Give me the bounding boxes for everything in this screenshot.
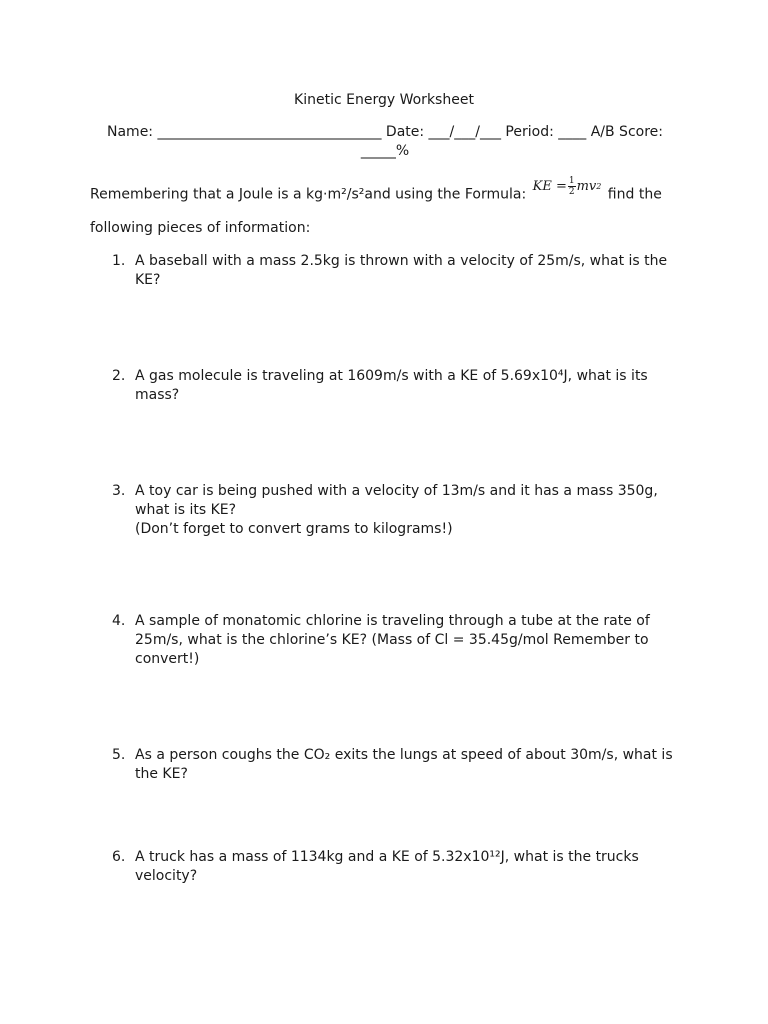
student-info-line: Name: ________________________________ Date: ___/___/___ Period: ____ A/B Score: _____% xyxy=(107,124,663,159)
question-text: A truck has a mass of 1134kg and a KE of 5.32x10¹²J, what is the trucks velocity? xyxy=(135,849,639,884)
formula-rhs: mv xyxy=(576,179,597,194)
intro-paragraph xyxy=(90,178,710,245)
question-item xyxy=(112,367,682,405)
formula-denominator: 2 xyxy=(568,187,575,197)
intro-text-start: Remembering that a Joule is a kg·m²/s²and using the Formula: xyxy=(90,186,531,203)
question-text: A toy car is being pushed with a velocity of 13m/s and it has a mass 350g, what is its KE? xyxy=(135,483,658,518)
formula-fraction xyxy=(568,176,576,197)
question-number: 4. xyxy=(112,613,126,629)
question-text-block xyxy=(135,482,682,539)
question-text: A gas molecule is traveling at 1609m/s with a KE of 5.69x10⁴J, what is its mass? xyxy=(135,368,648,403)
kinetic-energy-formula: KE = $\frac{1}{2}$ mv 2 xyxy=(533,170,602,203)
formula-numerator: 1 xyxy=(568,176,575,186)
question-number: 3. xyxy=(112,483,126,499)
question-text: A sample of monatomic chlorine is traveling through a tube at the rate of 25m/s, what is the chlorine’s KE? (Mass of Cl = 35.45g/mol Remember to convert!) xyxy=(135,613,650,667)
question-item xyxy=(112,482,682,539)
question-note: (Don’t forget to convert grams to kilograms!) xyxy=(135,521,453,537)
question-number: 1. xyxy=(112,253,126,269)
question-item xyxy=(112,252,682,290)
question-number: 2. xyxy=(112,368,126,384)
question-text: As a person coughs the CO₂ exits the lungs at speed of about 30m/s, what is the KE? xyxy=(135,747,673,782)
question-item xyxy=(112,848,682,886)
question-text: A baseball with a mass 2.5kg is thrown with a velocity of 25m/s, what is the KE? xyxy=(135,253,668,288)
question-number: 5. xyxy=(112,747,126,763)
question-number: 6. xyxy=(112,849,126,865)
worksheet-title: Kinetic Energy Worksheet xyxy=(294,92,474,108)
formula-lhs: KE = xyxy=(532,179,567,194)
question-item xyxy=(112,746,682,784)
question-item xyxy=(112,612,682,669)
intro-text-end: find the following pieces of information: xyxy=(90,186,662,236)
